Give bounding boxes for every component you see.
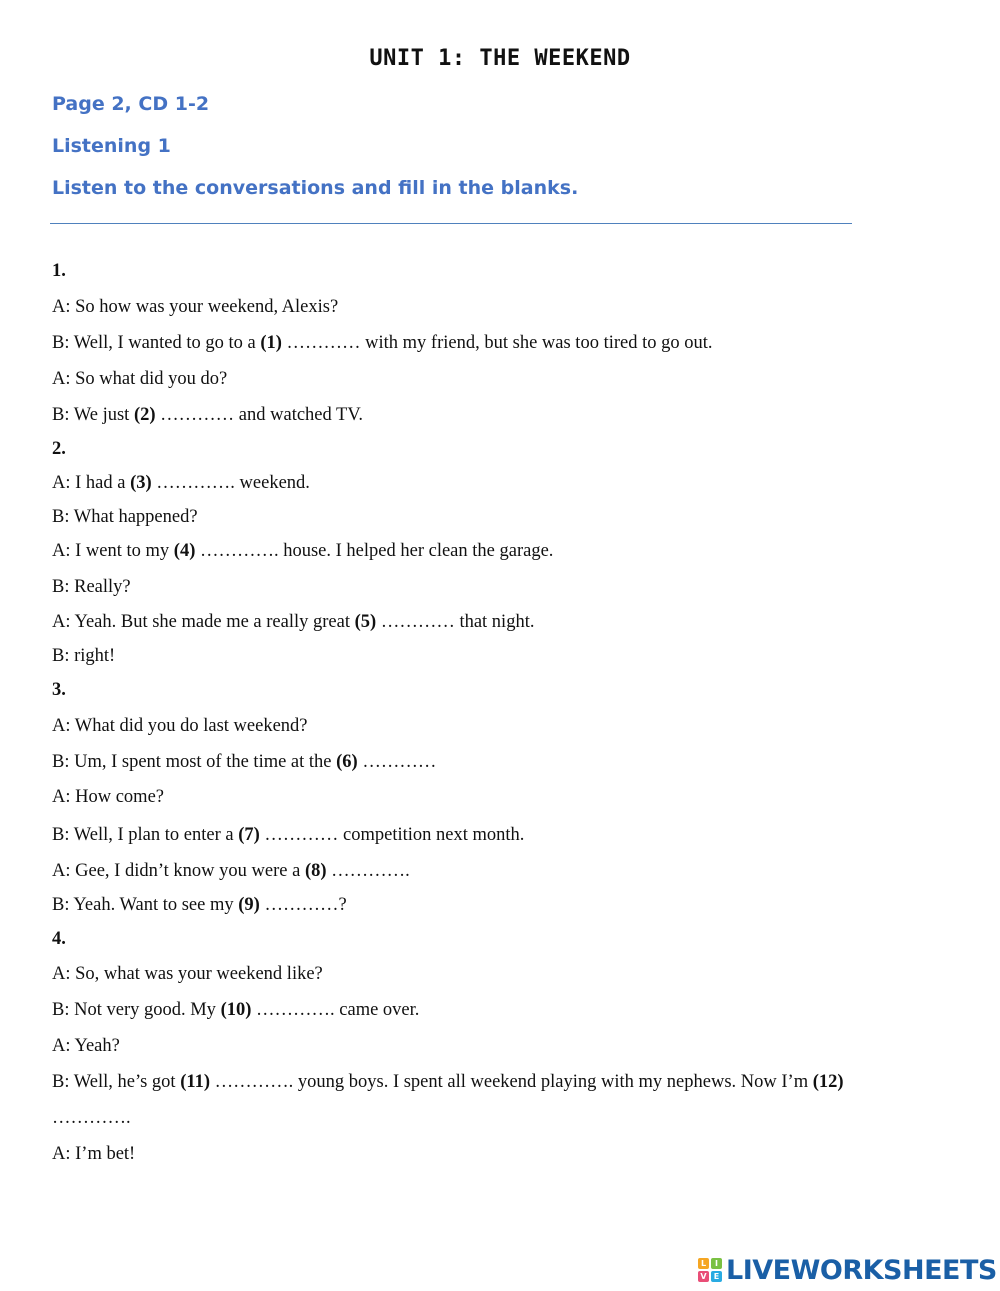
dialogue-text: A: Gee, I didn’t know you were a <box>52 861 305 881</box>
dialogue-text: …………. weekend. <box>151 473 310 493</box>
dialogue-text: A: I’m bet! <box>52 1144 136 1164</box>
conversation-number: 4. <box>52 929 66 949</box>
dialogue-text: B: Really? <box>52 577 131 597</box>
page-reference: Page 2, CD 1-2 <box>52 93 210 115</box>
dialogue-text: B: Um, I spent most of the time at the <box>52 752 337 772</box>
dialogue-text: A: So, what was your weekend like? <box>52 964 323 984</box>
dialogue-line <box>52 751 436 773</box>
dialogue-text: A: Yeah? <box>52 1036 120 1056</box>
dialogue-text: A: So what did you do? <box>52 369 228 389</box>
blank-number: (12) <box>812 1072 844 1092</box>
blank-number: (11) <box>180 1072 210 1092</box>
dialogue-line <box>52 506 198 528</box>
conversation-number: 1. <box>52 261 66 281</box>
dialogue-text: …………. <box>326 861 410 881</box>
page-title: UNIT 1: THE WEEKEND <box>369 46 631 71</box>
dialogue-text: B: Well, he’s got <box>52 1072 181 1092</box>
section-heading: Listening 1 <box>52 135 171 157</box>
dialogue-text: B: right! <box>52 646 116 666</box>
dialogue-line <box>52 824 524 846</box>
dialogue-line <box>52 296 338 318</box>
blank-number: (9) <box>238 895 260 915</box>
dialogue-line <box>52 1035 120 1057</box>
logo-tile: L <box>698 1258 709 1269</box>
dialogue-text: A: What did you do last weekend? <box>52 716 308 736</box>
dialogue-text: ………… <box>357 752 437 772</box>
logo-tile: V <box>698 1271 709 1282</box>
dialogue-line <box>52 786 164 808</box>
logo-tiles-icon <box>698 1258 722 1282</box>
blank-number: (2) <box>133 405 156 425</box>
dialogue-text: A: How come? <box>52 787 164 807</box>
dialogue-text: ………… competition next month. <box>259 825 525 845</box>
dialogue-text: B: What happened? <box>52 507 198 527</box>
dialogue-line <box>52 999 419 1021</box>
dialogue-line <box>52 1071 844 1093</box>
dialogue-text: …………. house. I helped her clean the garage. <box>195 541 554 561</box>
dialogue-line <box>52 404 363 426</box>
dialogue-line <box>52 963 323 985</box>
dialogue-line <box>52 368 227 390</box>
dialogue-text: A: I had a <box>52 473 131 493</box>
divider-line <box>50 223 852 224</box>
blank-number: (7) <box>238 825 260 845</box>
dialogue-text: A: I went to my <box>52 541 174 561</box>
dialogue-text: ………… that night. <box>376 612 535 632</box>
dialogue-text: …………. young boys. I spent all weekend playing with my nephews. Now I’m <box>210 1072 813 1092</box>
dialogue-text: …………? <box>259 895 347 915</box>
dialogue-line <box>52 472 310 494</box>
liveworksheets-logo <box>698 1255 997 1285</box>
dialogue-line <box>52 894 347 916</box>
blank-number: (4) <box>173 541 196 561</box>
logo-text: LIVEWORKSHEETS <box>726 1254 997 1286</box>
dialogue-text: ………… and watched TV. <box>155 405 363 425</box>
dialogue-line <box>52 611 534 633</box>
blank-number: (10) <box>220 1000 252 1020</box>
blank-number: (8) <box>304 861 327 881</box>
blank-number: (1) <box>260 333 282 353</box>
dialogue-line <box>52 860 410 882</box>
dialogue-text: A: So how was your weekend, Alexis? <box>52 297 339 317</box>
dialogue-line <box>52 1107 131 1129</box>
dialogue-text: B: Well, I wanted to go to a <box>52 333 261 353</box>
dialogue-text: …………. <box>52 1108 131 1128</box>
dialogue-line <box>52 332 713 354</box>
blank-number: (5) <box>354 612 377 632</box>
dialogue-text: A: Yeah. But she made me a really great <box>52 612 355 632</box>
dialogue-text: B: Well, I plan to enter a <box>52 825 239 845</box>
blank-number: (3) <box>130 473 152 493</box>
dialogue-text: B: Yeah. Want to see my <box>52 895 239 915</box>
conversation-number: 3. <box>52 680 66 700</box>
dialogue-line <box>52 540 553 562</box>
dialogue-text: …………. came over. <box>251 1000 420 1020</box>
dialogue-line <box>52 645 115 667</box>
dialogue-text: B: Not very good. My <box>52 1000 221 1020</box>
dialogue-line <box>52 1143 135 1165</box>
logo-tile: E <box>711 1271 722 1282</box>
dialogue-text: ………… with my friend, but she was too tired to go out. <box>281 333 713 353</box>
blank-number: (6) <box>336 752 358 772</box>
dialogue-text: B: We just <box>52 405 134 425</box>
instructions: Listen to the conversations and fill in the blanks. <box>52 177 579 199</box>
dialogue-line <box>52 576 131 598</box>
dialogue-line <box>52 715 308 737</box>
conversation-number: 2. <box>52 439 66 459</box>
logo-tile: I <box>711 1258 722 1269</box>
